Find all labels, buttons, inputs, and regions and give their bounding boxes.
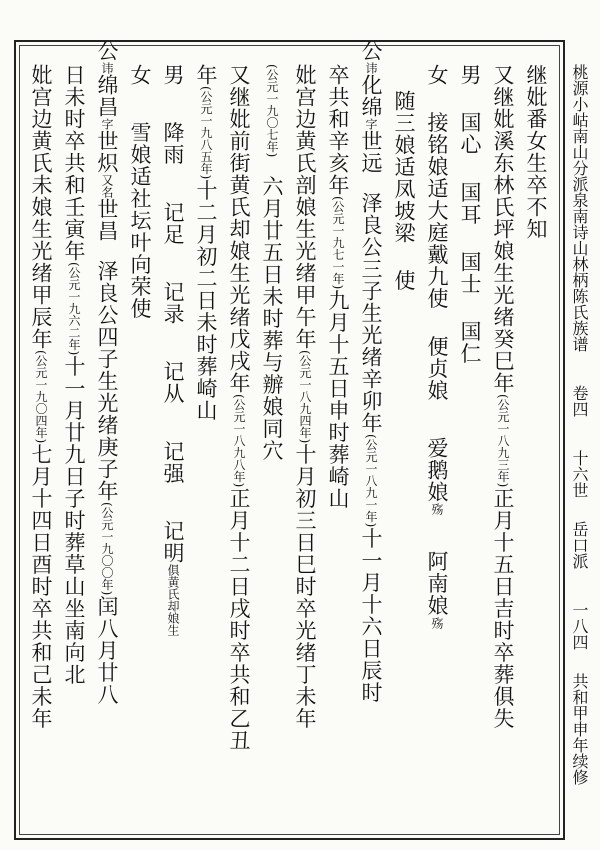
header-volume: 卷四 bbox=[570, 385, 589, 418]
text-column-11: 年(公元一九八五年)十二月初二日未时葬崎山 bbox=[194, 64, 218, 422]
text-column-12: 男 降雨 记足 记录 记从 记强 记明俱黄氏却娘生 bbox=[161, 64, 185, 637]
text-column-14: 公讳绵昌字世炽又名世昌泽良公四子生光绪庚子年(公元一九〇〇年)闰八月廿八 bbox=[95, 40, 119, 706]
text-column-13: 女 雪娘适社坛叶向荣使 bbox=[128, 64, 152, 320]
header-edition: 共和甲申年续修 bbox=[570, 673, 589, 786]
text-column-6: 公讳化绵字世远泽良公三子生光绪辛卯年(公元一八九一年)十一月十六日辰时 bbox=[359, 40, 383, 704]
text-column-1: 继妣番女生卒不知 bbox=[524, 64, 548, 240]
text-column-10: 又继妣前街黄氏却娘生光绪戊戌年(公元一八九八年)正月十二日戌时卒共和乙丑 bbox=[227, 64, 251, 752]
text-column-9: (公元一九〇七年)六月廿五日未时葬与辦娘同穴 bbox=[260, 64, 284, 462]
text-column-15: 日未时卒共和壬寅年(公元一九六二年)十一月廿九日子时葬草山坐南向北 bbox=[62, 64, 86, 686]
header-title: 桃源小岵南山分派泉南诗山林柄陈氏族谱 bbox=[570, 64, 589, 352]
text-column-2: 又继妣溪东林氏坪娘生光绪癸巳年(公元一八九三年)正月十五日吉时卒葬俱失 bbox=[491, 64, 515, 730]
header-branch: 岳口派 bbox=[570, 521, 589, 570]
text-column-8: 妣宫边黄氏剖娘生光绪甲午年(公元一八九四年)十月初三日巳时卒光绪丁未年 bbox=[293, 64, 317, 730]
header-generation: 十六世 bbox=[570, 450, 589, 499]
text-column-7: 卒共和辛亥年(公元一九七一年)九月十五日申时葬崎山 bbox=[326, 64, 350, 510]
text-column-16: 妣宫边黄氏未娘生光绪甲辰年(公元一九〇四年)七月十四日酉时卒共和己未年 bbox=[29, 64, 53, 730]
text-column-4: 女 接铭娘适大庭戴九使 便贞娘 爱鹅娘殇 阿南娘殇 bbox=[425, 64, 449, 629]
page-header bbox=[568, 64, 590, 785]
text-column-3: 男 国心 国耳 国士 国仁 bbox=[458, 64, 482, 365]
text-column-5: 随三娘适凤坡梁 使 bbox=[392, 90, 416, 292]
header-page-number: 一八四 bbox=[570, 602, 589, 651]
